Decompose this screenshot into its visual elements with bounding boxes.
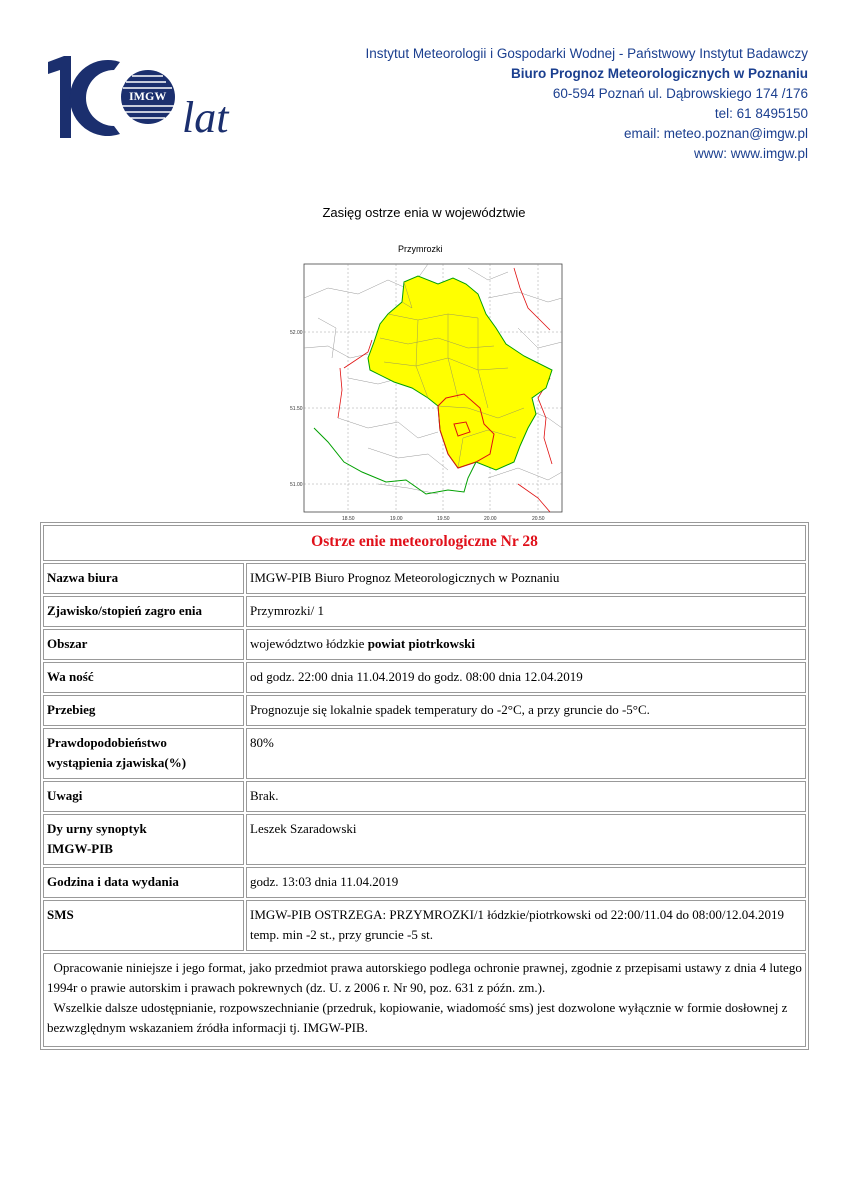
course-label: Przebieg	[43, 695, 244, 726]
probability-label-line2: wystąpienia zjawiska(%)	[47, 755, 187, 770]
office-value: IMGW-PIB Biuro Prognoz Meteorologicznych w Poznaniu	[246, 563, 806, 594]
lat-label-51-5: 51.50	[290, 406, 303, 412]
probability-value: 80%	[246, 728, 806, 779]
area-voivodeship: województwo łódzkie	[250, 636, 368, 651]
forecaster-value: Leszek Szaradowski	[246, 814, 806, 865]
table-row	[43, 596, 806, 627]
area-label: Obszar	[43, 629, 244, 660]
map-caption: Zasięg ostrze enia w województwie	[322, 205, 526, 220]
sms-label: SMS	[43, 900, 244, 951]
copyright-paragraph-1: Opracowanie niniejsze i jego format, jako przedmiot prawa autorskiego podlega ochronie prawnej, zgodnie z przepisami ustawy z dnia 4 lutego 1994r o prawie autorskim i prawach pokrewnych (dz. U. z 2006 r. Nr 90, poz. 631 z późn. zm.).	[47, 960, 806, 995]
forecaster-label-line2: IMGW-PIB	[47, 841, 113, 856]
lat-label-52: 52.00	[290, 330, 303, 336]
copyright-paragraph-2: Wszelkie dalsze udostępnianie, rozpowszechnianie (przedruk, kopiowanie, wiadomość sms) jest dozwolone wyłącznie w formie dosłownej z bezwzględnym wskazaniem źródła informacji tj. IMGW-PIB.	[47, 1000, 791, 1035]
office-contact-block	[366, 44, 808, 164]
phenomenon-label: Zjawisko/stopień zagro enia	[43, 596, 244, 627]
logo-lat-text: lat	[182, 93, 229, 142]
table-row	[43, 814, 806, 865]
office-address: 60-594 Poznań ul. Dąbrowskiego 174 /176	[552, 86, 808, 101]
office-email[interactable]: email: meteo.poznan@imgw.pl	[623, 126, 808, 141]
lon-label-18-5: 18.50	[342, 516, 355, 522]
warning-area-map	[288, 258, 564, 526]
lat-label-51: 51.00	[290, 482, 303, 488]
sms-value: IMGW-PIB OSTRZEGA: PRZYMROZKI/1 łódzkie/piotrkowski od 22:00/11.04 do 08:00/12.04.2019 temp. min -2 st., przy gruncie -5 st.	[246, 900, 806, 951]
table-row	[43, 662, 806, 693]
table-row	[43, 728, 806, 779]
imgw-100-logo	[44, 52, 258, 144]
course-value: Prognozuje się lokalnie spadek temperatury do -2°C, a przy gruncie do -5°C.	[246, 695, 806, 726]
table-row	[43, 629, 806, 660]
table-row	[43, 695, 806, 726]
logo-imgw-text: IMGW	[129, 89, 167, 103]
validity-value: od godz. 22:00 dnia 11.04.2019 do godz. 08:00 dnia 12.04.2019	[246, 662, 806, 693]
probability-label	[43, 728, 244, 779]
office-label: Nazwa biura	[43, 563, 244, 594]
remarks-label: Uwagi	[43, 781, 244, 812]
table-row	[43, 900, 806, 951]
lon-label-20: 20.00	[484, 516, 497, 522]
issued-value: godz. 13:03 dnia 11.04.2019	[246, 867, 806, 898]
issued-label: Godzina i data wydania	[43, 867, 244, 898]
table-row	[43, 781, 806, 812]
forecaster-label-line1: Dy urny synoptyk	[47, 821, 147, 836]
institute-name: Instytut Meteorologii i Gospodarki Wodnej - Państwowy Instytut Badawczy	[365, 46, 808, 61]
lon-label-19-5: 19.50	[437, 516, 450, 522]
table-row	[43, 867, 806, 898]
lon-label-20-5: 20.50	[532, 516, 545, 522]
forecaster-label	[43, 814, 244, 865]
validity-label: Wa ność	[43, 662, 244, 693]
area-county: powiat piotrkowski	[367, 636, 475, 651]
office-phone[interactable]: tel: 61 8495150	[714, 106, 808, 121]
office-website[interactable]: www: www.imgw.pl	[693, 146, 808, 161]
lon-label-19: 19.00	[390, 516, 403, 522]
phenomenon-value: Przymrozki/ 1	[246, 596, 806, 627]
table-row	[43, 563, 806, 594]
warning-title: Ostrze enie meteorologiczne Nr 28	[43, 525, 806, 561]
warning-table	[40, 522, 809, 1050]
remarks-value: Brak.	[246, 781, 806, 812]
area-value	[246, 629, 806, 660]
probability-label-line1: Prawdopodobieństwo	[47, 735, 167, 750]
map-title: Przymrozki	[398, 244, 443, 254]
copyright-notice	[43, 953, 806, 1047]
office-name: Biuro Prognoz Meteorologicznych w Poznaniu	[510, 66, 808, 81]
